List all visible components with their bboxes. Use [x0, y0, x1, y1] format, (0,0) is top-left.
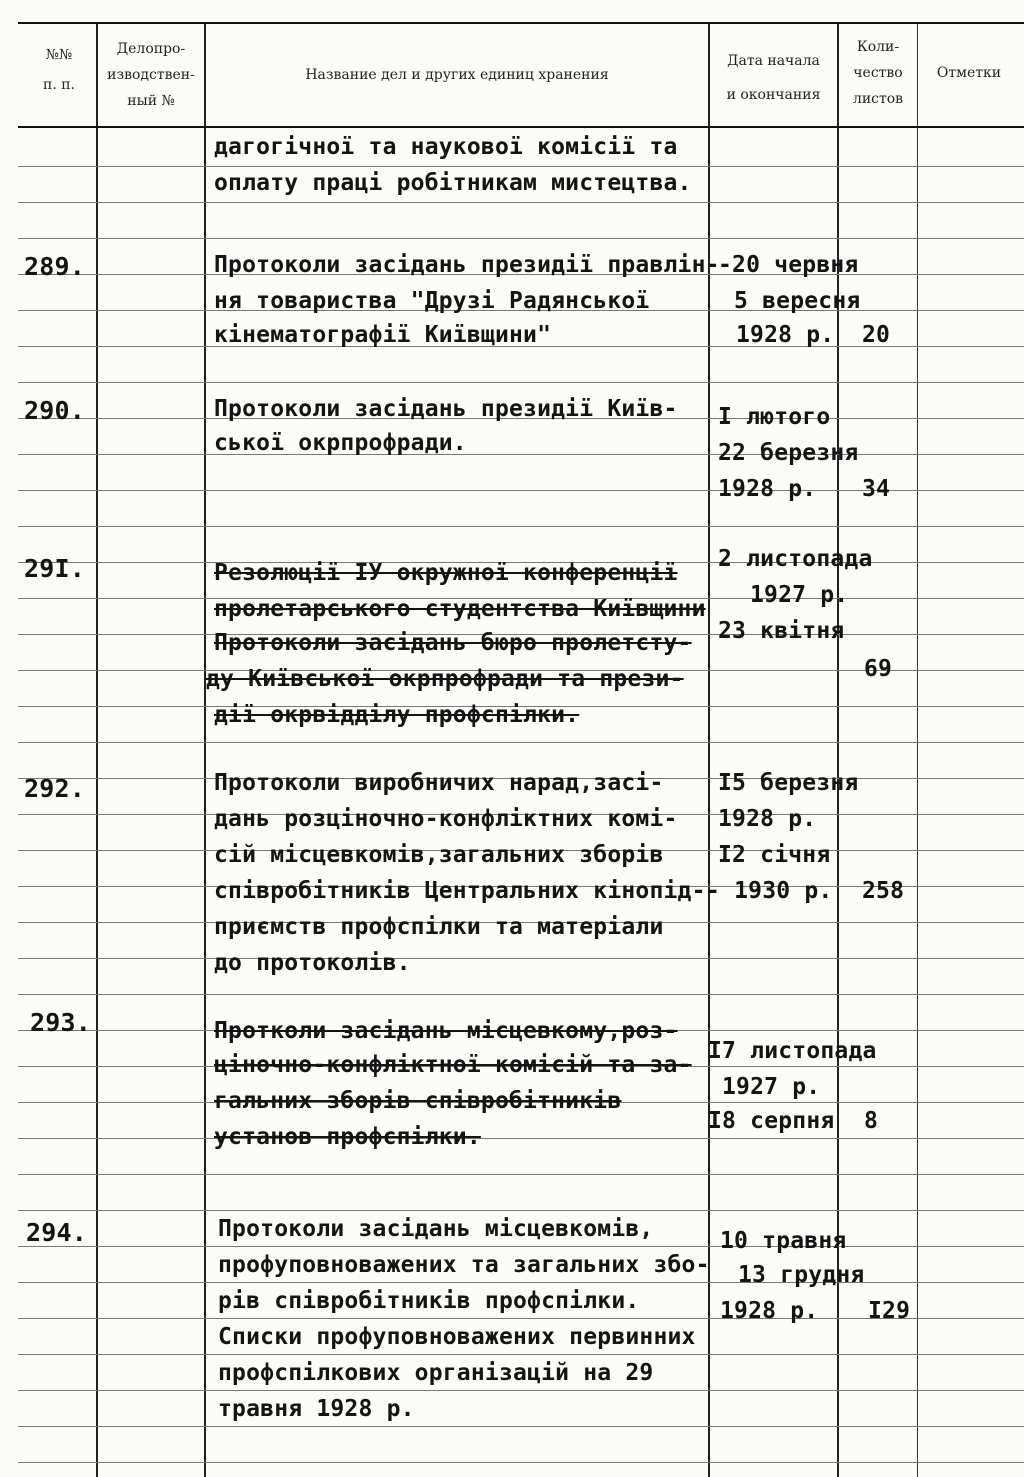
entry-title-line: рів співробітників профспілки.: [218, 1288, 640, 1314]
entry-title-line: Резолюції IУ окружної конференції: [214, 560, 678, 586]
entry-title-line: профуповноважених та загальних збо-: [218, 1252, 710, 1278]
entry-title-line: дань розціночно-конфліктних комі-: [214, 806, 678, 832]
entry-number: 289.: [24, 252, 86, 281]
entry-date-line: 22 березня: [718, 440, 859, 466]
entry-date-line: 5 вересня: [734, 288, 861, 314]
entry-date-line: I5 березня: [718, 770, 859, 796]
ruled-line: [18, 166, 1024, 167]
ruled-line: [18, 742, 1024, 743]
entry-date-line: 1928 р.: [736, 322, 835, 348]
ruled-line: [18, 454, 1024, 455]
column-rule: [96, 22, 98, 1477]
entry-title-line: ду Київської окрпрофради та прези-: [206, 666, 684, 692]
entry-date-line: - 1930 р.: [706, 878, 833, 904]
ruled-line: [18, 1246, 1024, 1247]
entry-date-line: 2 листопада: [718, 546, 873, 572]
entry-number: 294.: [26, 1218, 88, 1247]
entry-title-line: пролетарського студентства Київщини: [214, 596, 706, 622]
entry-date-line: I8 серпня: [708, 1108, 835, 1134]
header-col-dates: Дата начала и окончания: [726, 53, 821, 103]
entry-title-line: гальних зборів співробітників: [214, 1088, 622, 1114]
entry-title-line: Протоколи засідань місцевкомів,: [218, 1216, 654, 1242]
entry-date-line: 10 травня: [720, 1228, 847, 1254]
entry-number: 290.: [24, 396, 86, 425]
ruled-line: [18, 1426, 1024, 1427]
entry-title-line: дії окрвідділу профспілки.: [214, 702, 580, 728]
column-rule: [917, 22, 918, 1477]
entry-number: 292.: [24, 774, 86, 803]
ruled-line: [18, 1174, 1024, 1175]
entry-date-line: 13 грудня: [738, 1262, 865, 1288]
header-col-office-number: Делопро- изводствен- ный №: [107, 41, 195, 109]
entry-title-line: Протоколи засідань президії Київ-: [214, 396, 678, 422]
entry-title-line: приємств профспілки та матеріали: [214, 914, 664, 940]
entry-sheet-count: 8: [864, 1108, 879, 1134]
ruled-line: [18, 202, 1024, 203]
entry-title-line: оплату праці робітникам мистецтва.: [214, 170, 692, 196]
column-rule: [204, 22, 206, 1477]
ruled-line: [18, 1462, 1024, 1463]
entry-date-line: I лютого: [718, 404, 831, 430]
entry-title-line: ської окрпрофради.: [214, 430, 467, 456]
ruled-line: [18, 1390, 1024, 1391]
entry-date-line: 1927 р.: [722, 1074, 821, 1100]
ruled-line: [18, 238, 1024, 239]
entry-date-line: I2 січня: [718, 842, 831, 868]
entry-date-line: 1928 р.: [718, 806, 817, 832]
ruled-line: [18, 1282, 1024, 1283]
ruled-line: [18, 526, 1024, 527]
entry-title-line: установ профспілки.: [214, 1124, 481, 1150]
entry-title-line: Протоколи засідань президії правлін-: [214, 252, 720, 278]
ruled-line: [18, 1354, 1024, 1355]
entry-sheet-count: 20: [862, 322, 891, 348]
entry-title-line: сій місцевкомів,загальних зборів: [214, 842, 664, 868]
entry-date-line: 1927 р.: [750, 582, 849, 608]
ruled-line: [18, 1138, 1024, 1139]
ruled-line: [18, 382, 1024, 383]
entry-title-line: Списки профуповноважених первинних: [218, 1324, 696, 1350]
entry-title-line: співробітників Центральних кінопід-: [214, 878, 706, 904]
entry-title-line: до протоколів.: [214, 950, 411, 976]
ruled-line: [18, 994, 1024, 995]
header-col-title: Название дел и других единиц хранения: [305, 67, 609, 83]
entry-title-line: Протколи засідань місцевкому,роз-: [214, 1018, 678, 1044]
entry-number: 29I.: [24, 554, 86, 583]
header-col-sheets: Коли- чество листов: [852, 39, 904, 107]
entry-date-line: 23 квітня: [718, 618, 845, 644]
entry-sheet-count: I29: [868, 1298, 911, 1324]
entry-number: 293.: [30, 1008, 92, 1037]
entry-date-line: 1928 р.: [720, 1298, 819, 1324]
column-rule: [837, 22, 839, 1477]
entry-title-line: Протоколи виробничих нарад,засі-: [214, 770, 664, 796]
entry-title-line: травня 1928 р.: [218, 1396, 415, 1422]
entry-sheet-count: 258: [862, 878, 905, 904]
entry-date-line: I7 листопада: [708, 1038, 877, 1064]
entry-title-line: дагогічної та наукової комісії та: [214, 134, 678, 160]
ruled-line: [18, 1210, 1024, 1211]
ruled-line: [18, 958, 1024, 959]
entry-sheet-count: 69: [864, 656, 893, 682]
entry-sheet-count: 34: [862, 476, 891, 502]
entry-title-line: кінематографії Київщини": [214, 322, 552, 348]
entry-title-line: ціночно-конфліктної комісій та за-: [214, 1052, 692, 1078]
entry-title-line: Протоколи засідань бюро пролетсту-: [214, 630, 692, 656]
entry-title-line: профспілкових організацій на 29: [218, 1360, 654, 1386]
entry-date-line: -20 червня: [718, 252, 859, 278]
entry-title-line: ня товариства "Друзі Радянської: [214, 288, 650, 314]
header-top-rule: [18, 22, 1024, 24]
entry-date-line: 1928 р.: [718, 476, 817, 502]
header-col-number: №№ п. п.: [42, 47, 75, 93]
header-bottom-rule: [18, 126, 1024, 128]
header-col-notes: Отметки: [936, 65, 1002, 81]
